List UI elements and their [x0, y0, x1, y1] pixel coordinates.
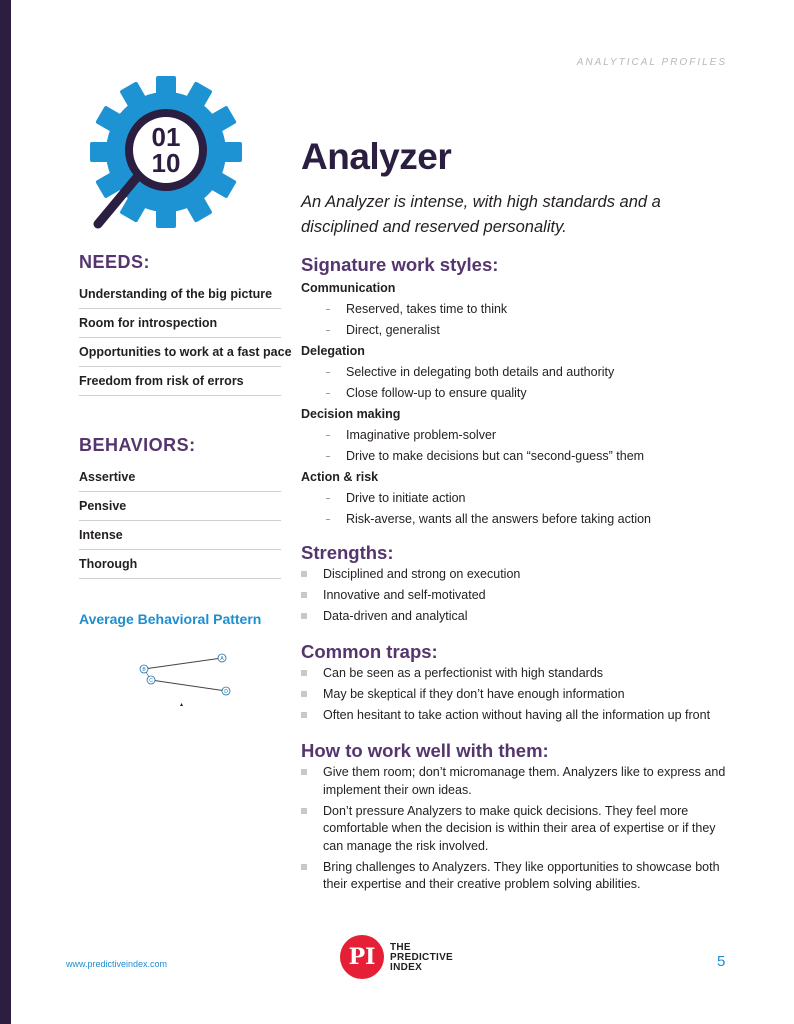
predictive-index-logo [340, 933, 480, 983]
behavioral-pattern-diagram [136, 650, 236, 710]
footer-url-link[interactable]: www.predictiveindex.com [66, 959, 168, 969]
pattern-heading: Average Behavioral Pattern [79, 611, 262, 627]
work-well-item: Don’t pressure Analyzers to make quick decisions. They feel more comfortable when the decision is within their area of expertise or if they can manage the risk involved. [301, 803, 731, 856]
logo-line: INDEX [390, 962, 423, 973]
needs-item: Understanding of the big picture [79, 280, 281, 309]
right-column [301, 252, 731, 897]
needs-list [79, 280, 292, 396]
signature-group-title: Action & risk [301, 470, 379, 484]
signature-group-list [301, 488, 731, 530]
signature-heading: Signature work styles: [301, 254, 499, 275]
logo-wordmark [390, 943, 453, 973]
behaviors-item: Assertive [79, 463, 281, 492]
signature-group-list [301, 362, 731, 404]
signature-group-title: Delegation [301, 344, 365, 358]
traps-list [301, 665, 731, 725]
needs-item: Room for introspection [79, 309, 281, 338]
signature-item: Direct, generalist [301, 320, 731, 341]
page-edge-bar [0, 0, 11, 1024]
traps-item: May be skeptical if they don’t have enough information [301, 686, 731, 704]
work-well-heading: How to work well with them: [301, 740, 549, 761]
strengths-item: Data-driven and analytical [301, 608, 731, 626]
strengths-item: Disciplined and strong on execution [301, 566, 731, 584]
logo-line: PREDICTIVE [390, 952, 454, 963]
left-column [79, 250, 292, 627]
signature-group-list [301, 425, 731, 467]
needs-item: Freedom from risk of errors [79, 367, 281, 396]
gear-magnifier-icon [88, 74, 244, 230]
logo-mark-text: PI [348, 944, 376, 970]
work-well-item: Bring challenges to Analyzers. They like opportunities to showcase both their expertise and their creative problem solving abilities. [301, 859, 731, 894]
behaviors-item: Intense [79, 521, 281, 550]
behaviors-list [79, 463, 281, 579]
strengths-item: Innovative and self-motivated [301, 587, 731, 605]
needs-item: Opportunities to work at a fast pace [79, 338, 281, 367]
behaviors-item: Thorough [79, 550, 281, 579]
intro-text: An Analyzer is intense, with high standards and a disciplined and reserved personality. [301, 193, 661, 236]
pattern-marker [180, 703, 183, 706]
signature-item: Drive to make decisions but can “second-guess” them [301, 446, 731, 467]
signature-item: Reserved, takes time to think [301, 299, 731, 320]
pattern-point-d: D [224, 688, 228, 695]
signature-group-title: Decision making [301, 407, 401, 421]
page-number: 5 [717, 953, 726, 970]
page-title: Analyzer [301, 136, 452, 177]
logo-line: THE [390, 942, 411, 953]
pattern-point-c: C [149, 677, 153, 684]
section-label: ANALYTICAL PROFILES [576, 57, 727, 68]
strengths-list [301, 566, 731, 626]
signature-item: Imaginative problem-solver [301, 425, 731, 446]
strengths-heading: Strengths: [301, 542, 394, 563]
signature-item: Drive to initiate action [301, 488, 731, 509]
traps-item: Can be seen as a perfectionist with high standards [301, 665, 731, 683]
signature-item: Close follow-up to ensure quality [301, 383, 731, 404]
behaviors-heading: BEHAVIORS: [79, 435, 196, 455]
signature-item: Selective in delegating both details and authority [301, 362, 731, 383]
work-well-list [301, 764, 731, 894]
signature-item: Risk-averse, wants all the answers before taking action [301, 509, 731, 530]
gear-digits-bottom: 10 [151, 148, 181, 178]
pattern-point-b: B [142, 666, 146, 673]
traps-item: Often hesitant to take action without having all the information up front [301, 707, 731, 725]
gear-digits-top: 01 [151, 122, 181, 152]
signature-group-list [301, 299, 731, 341]
logo-mark [340, 935, 384, 979]
signature-group-title: Communication [301, 281, 396, 295]
work-well-item: Give them room; don’t micromanage them. Analyzers like to express and implement their own ideas. [301, 764, 731, 799]
needs-heading: NEEDS: [79, 252, 151, 272]
behaviors-item: Pensive [79, 492, 281, 521]
traps-heading: Common traps: [301, 641, 438, 662]
pattern-point-a: A [220, 655, 224, 662]
